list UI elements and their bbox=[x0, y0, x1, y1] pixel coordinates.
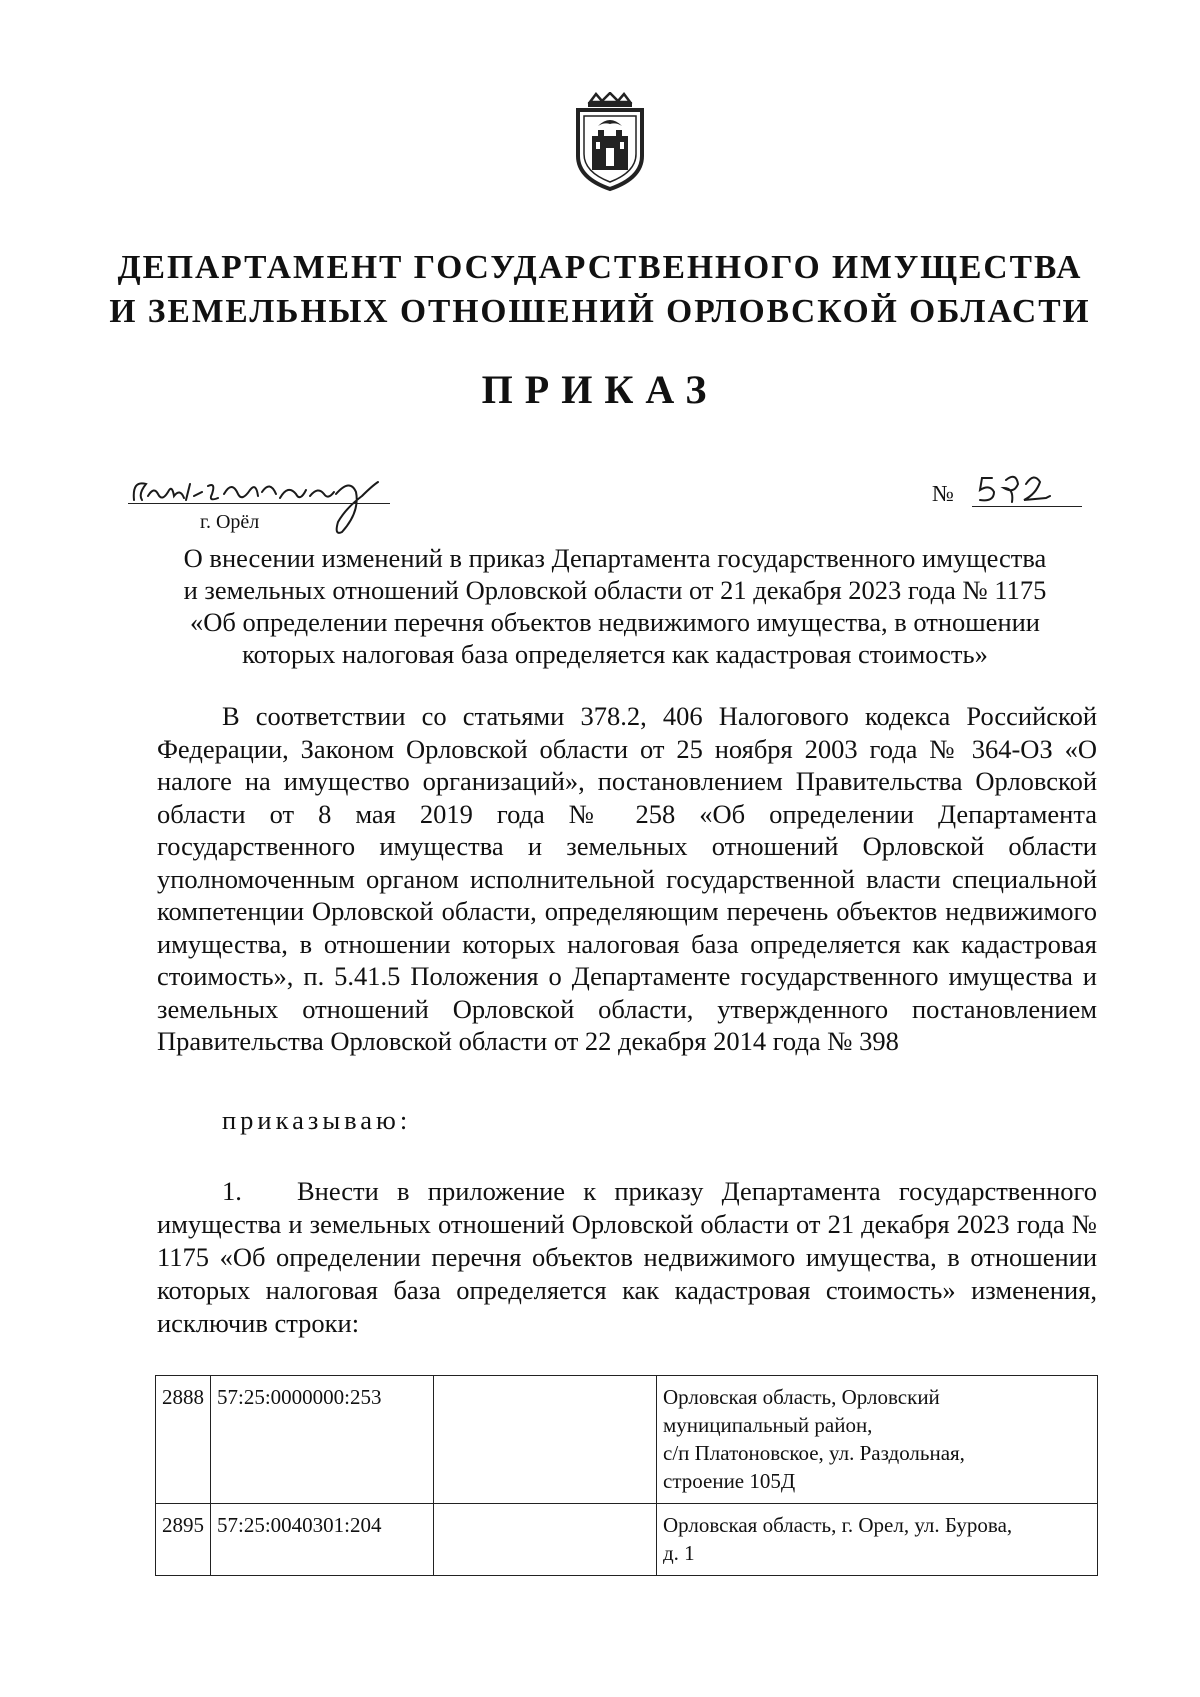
subject-line-3: «Об определении перечня объектов недвижимого имущества, в отношении bbox=[190, 607, 1040, 637]
empty-cell bbox=[434, 1504, 657, 1576]
address-line: муниципальный район, bbox=[663, 1413, 873, 1437]
department-line-1: ДЕПАРТАМЕНТ ГОСУДАРСТВЕННОГО ИМУЩЕСТВА bbox=[117, 249, 1083, 286]
empty-cell bbox=[434, 1376, 657, 1504]
handwritten-date bbox=[128, 472, 398, 538]
number-underline bbox=[972, 506, 1082, 507]
coat-of-arms-emblem bbox=[568, 92, 652, 192]
order-number-field bbox=[932, 476, 1082, 516]
row-number-cell: 2895 bbox=[156, 1504, 211, 1576]
address-line: Орловская область, Орловский bbox=[663, 1385, 940, 1409]
row-number-cell: 2888 bbox=[156, 1376, 211, 1504]
item-1-text: Внести в приложение к приказу Департамента государственного имущества и земельных отношений Орловской области от 21 декабря 2023 года № 1175 «Об определении перечня объектов недвижимого имущества, в отношении которых налоговая база определяется как кадастровая стоимость» изменения, исключив строки: bbox=[157, 1176, 1097, 1338]
address-line: д. 1 bbox=[663, 1541, 695, 1565]
item-1-paragraph bbox=[157, 1175, 1097, 1340]
cadastral-number-cell: 57:25:0000000:253 bbox=[211, 1376, 434, 1504]
date-field bbox=[128, 472, 398, 538]
order-word: приказываю: bbox=[222, 1105, 412, 1135]
address-cell bbox=[657, 1504, 1098, 1576]
address-line: с/п Платоновское, ул. Раздольная, bbox=[663, 1441, 965, 1465]
table-row bbox=[156, 1504, 1098, 1576]
date-underline bbox=[128, 503, 390, 504]
number-sign: № bbox=[932, 481, 954, 506]
cadastral-number-cell: 57:25:0040301:204 bbox=[211, 1504, 434, 1576]
subject-line-1: О внесении изменений в приказ Департамента государственного имущества bbox=[183, 543, 1047, 573]
document-type-title: ПРИКАЗ bbox=[481, 367, 719, 412]
department-name bbox=[100, 246, 1100, 334]
preamble-paragraph: В соответствии со статьями 378.2, 406 Налогового кодекса Российской Федерации, Законом Орловской области от 25 ноября 2003 года № 364-ОЗ «О налоге на имущество организаций», постановлением Правительства Орловской области от 8 мая 2019 года № 258 «Об определении Департамента государственного имущества и земельных отношений Орловской области уполномоченным органом исполнительной государственной власти специальной компетенции Орловской области, определяющим перечень объектов недвижимого имущества, в отношении которых налоговая база определяется как кадастровая стоимость», п. 5.41.5 Положения о Департаменте государственного имущества и земельных отношений Орловской области, утвержденного постановлением Правительства Орловской области от 22 декабря 2014 года № 398 bbox=[157, 701, 1097, 1056]
table-row bbox=[156, 1376, 1098, 1504]
address-line: Орловская область, г. Орел, ул. Бурова, bbox=[663, 1513, 1013, 1537]
department-line-2: И ЗЕМЕЛЬНЫХ ОТНОШЕНИЙ ОРЛОВСКОЙ ОБЛАСТИ bbox=[109, 293, 1091, 330]
address-line: строение 105Д bbox=[663, 1469, 796, 1493]
subject-line-4: которых налоговая база определяется как кадастровая стоимость» bbox=[242, 639, 988, 669]
subject-line-2: и земельных отношений Орловской области от 21 декабря 2023 года № 1175 bbox=[183, 575, 1047, 605]
address-cell bbox=[657, 1376, 1098, 1504]
city-label: г. Орёл bbox=[200, 511, 260, 533]
order-subject bbox=[150, 542, 1080, 670]
handwritten-number bbox=[976, 470, 1076, 506]
excluded-rows-table bbox=[155, 1375, 1098, 1576]
item-1-number: 1. bbox=[222, 1176, 242, 1206]
